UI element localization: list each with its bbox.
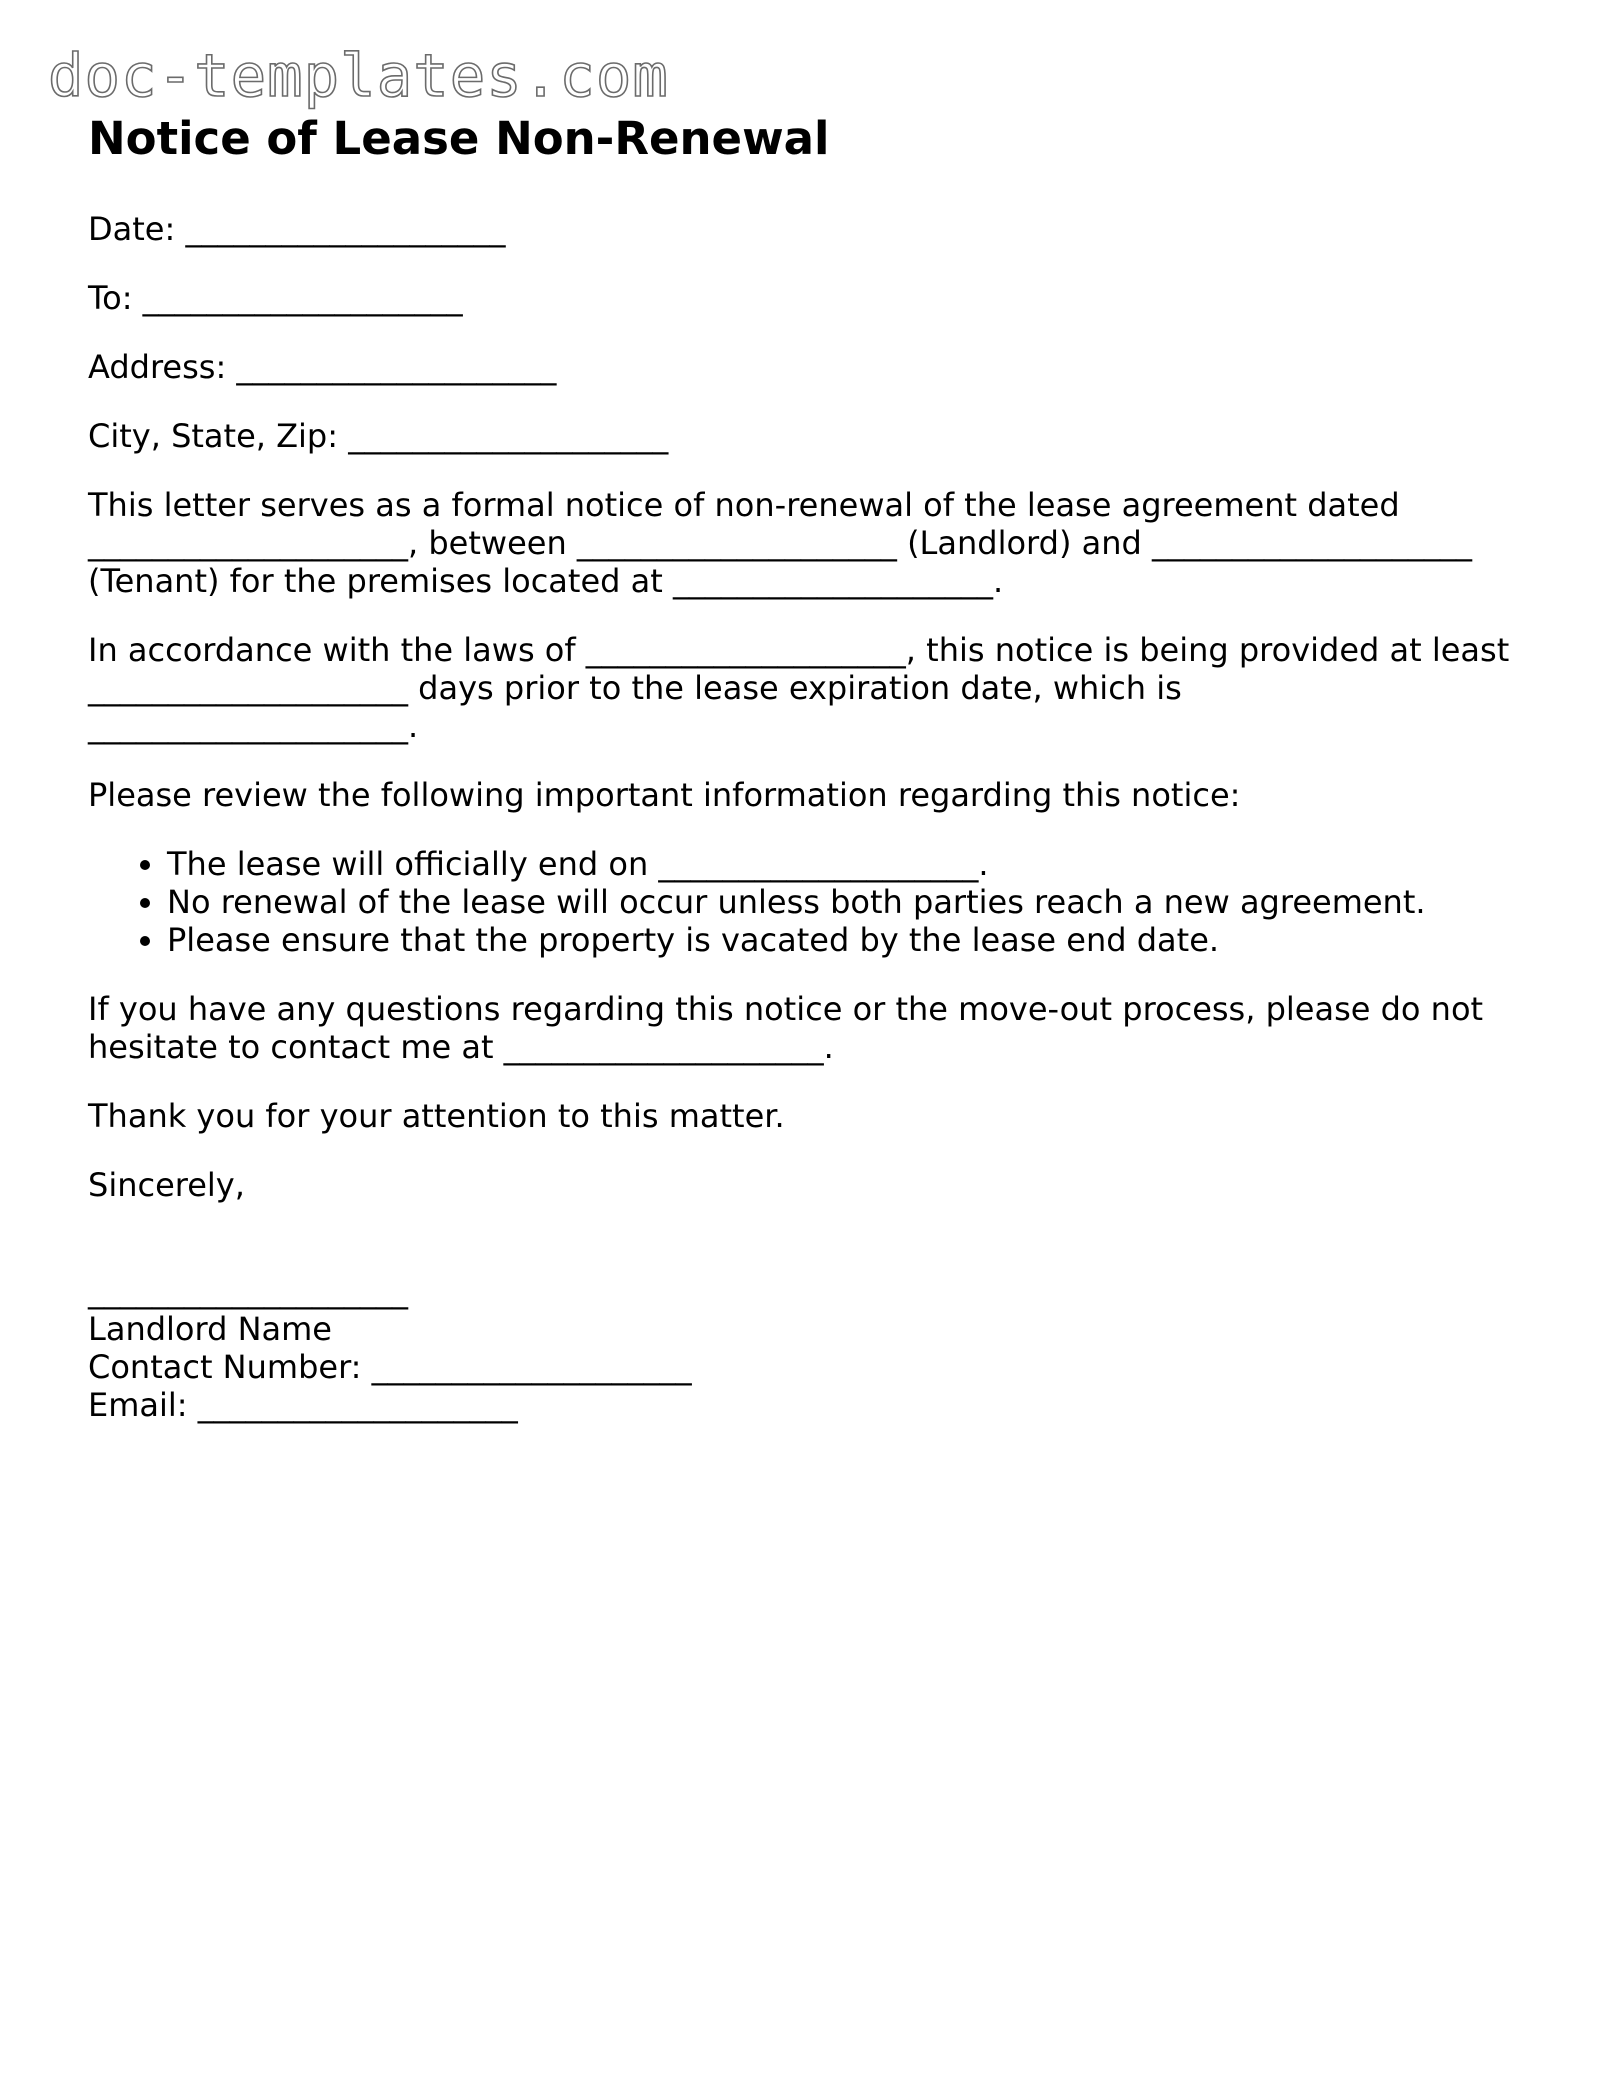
review-intro: Please review the following important information regarding this notice: bbox=[88, 776, 1241, 814]
laws-paragraph-line: In accordance with the laws of ____________________, this notice is being provided at least bbox=[88, 631, 1510, 669]
questions-paragraph bbox=[88, 990, 1528, 1066]
signature-line: ____________________ bbox=[88, 1272, 408, 1310]
address-field: Address: ____________________ bbox=[88, 348, 557, 386]
to-field: To: ____________________ bbox=[88, 279, 463, 317]
document-page bbox=[88, 108, 1528, 1424]
contact-number-field: Contact Number: ____________________ bbox=[88, 1348, 692, 1386]
landlord-name: Landlord Name bbox=[88, 1310, 332, 1348]
list-item: • No renewal of the lease will occur unless both parties reach a new agreement. bbox=[167, 883, 1528, 921]
laws-paragraph-line: ____________________. bbox=[88, 707, 419, 745]
date-field: Date: ____________________ bbox=[88, 210, 506, 248]
laws-paragraph-line: ____________________ days prior to the lease expiration date, which is bbox=[88, 669, 1182, 707]
site-watermark: doc-templates.com bbox=[48, 41, 669, 110]
notice-paragraph-line: (Tenant) for the premises located at ____________________. bbox=[88, 562, 1004, 600]
questions-paragraph-line: If you have any questions regarding this notice or the move-out process, please do not bbox=[88, 990, 1484, 1028]
city-state-zip-field: City, State, Zip: ____________________ bbox=[88, 417, 669, 455]
questions-paragraph-line: hesitate to contact me at ____________________. bbox=[88, 1028, 834, 1066]
closing-text: Sincerely, bbox=[88, 1166, 245, 1204]
notice-paragraph-line: This letter serves as a formal notice of non-renewal of the lease agreement dated bbox=[88, 486, 1400, 524]
document-title: Notice of Lease Non-Renewal bbox=[88, 112, 830, 165]
email-field: Email: ____________________ bbox=[88, 1386, 518, 1424]
list-item: • Please ensure that the property is vacated by the lease end date. bbox=[167, 921, 1528, 959]
thanks-text: Thank you for your attention to this matter. bbox=[88, 1097, 785, 1135]
laws-paragraph bbox=[88, 631, 1528, 745]
info-list bbox=[88, 845, 1528, 959]
list-item: • The lease will officially end on ____________________. bbox=[167, 845, 1528, 883]
notice-paragraph bbox=[88, 486, 1528, 600]
notice-paragraph-line: ____________________, between ____________________ (Landlord) and ____________________ bbox=[88, 524, 1472, 562]
signature-block bbox=[88, 1272, 1528, 1424]
